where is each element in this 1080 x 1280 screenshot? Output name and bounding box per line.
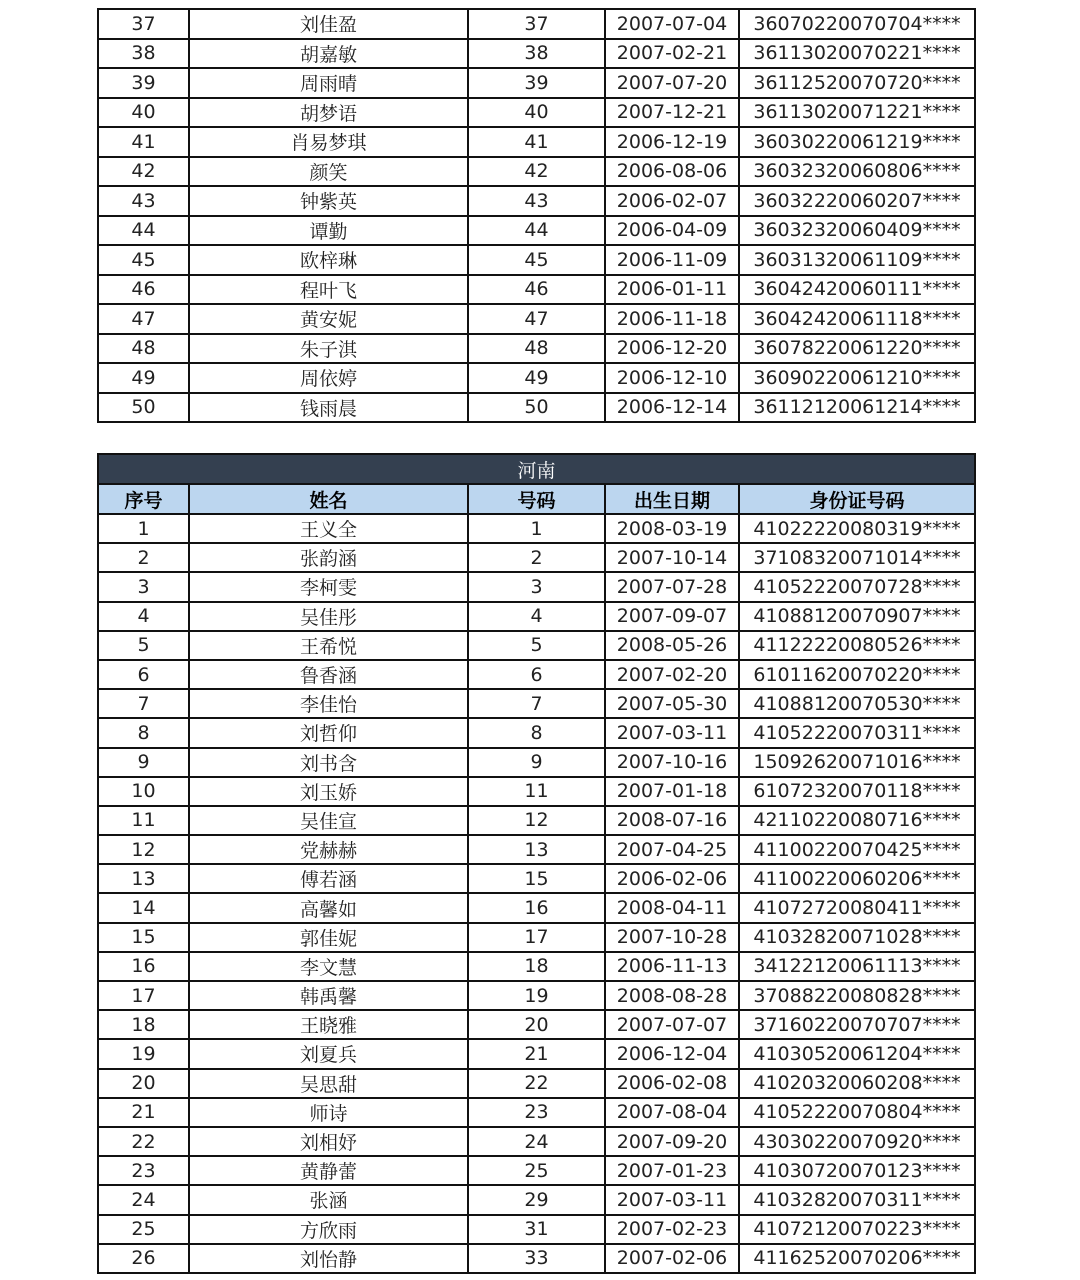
- table-row: [98, 748, 975, 777]
- number-cell: 24: [468, 1127, 605, 1156]
- index-cell: 38: [98, 39, 189, 69]
- birth-date-cell: 2007-07-04: [605, 9, 739, 39]
- name-cell: 吴思甜: [189, 1069, 468, 1098]
- roster-table-continued: [97, 8, 976, 423]
- birth-date-cell: 2006-02-08: [605, 1069, 739, 1098]
- number-cell: 38: [468, 39, 605, 69]
- birth-date-cell: 2007-09-07: [605, 602, 739, 631]
- name-cell: 傅若涵: [189, 864, 468, 893]
- id-number-cell: 42110220080716****: [739, 806, 975, 835]
- birth-date-cell: 2008-03-19: [605, 514, 739, 543]
- name-cell: 吴佳彤: [189, 602, 468, 631]
- number-cell: 37: [468, 9, 605, 39]
- id-number-cell: 41052220070311****: [739, 718, 975, 747]
- table-row: [98, 393, 975, 423]
- id-number-cell: 41088120070907****: [739, 602, 975, 631]
- table-row: [98, 631, 975, 660]
- id-number-cell: 36070220070704****: [739, 9, 975, 39]
- id-number-cell: 41052220070728****: [739, 572, 975, 601]
- header-number: 号码: [468, 484, 605, 514]
- number-cell: 42: [468, 157, 605, 187]
- index-cell: 47: [98, 304, 189, 334]
- table-row: [98, 334, 975, 364]
- number-cell: 48: [468, 334, 605, 364]
- table-row: [98, 923, 975, 952]
- index-cell: 26: [98, 1244, 189, 1273]
- name-cell: 张涵: [189, 1185, 468, 1214]
- birth-date-cell: 2007-10-28: [605, 923, 739, 952]
- table-row: [98, 363, 975, 393]
- henan-table-body: [98, 514, 975, 1273]
- index-cell: 10: [98, 777, 189, 806]
- table-row: [98, 1039, 975, 1068]
- id-number-cell: 36031320061109****: [739, 245, 975, 275]
- id-number-cell: 41020320060208****: [739, 1069, 975, 1098]
- index-cell: 14: [98, 893, 189, 922]
- index-cell: 45: [98, 245, 189, 275]
- number-cell: 13: [468, 835, 605, 864]
- number-cell: 25: [468, 1156, 605, 1185]
- birth-date-cell: 2007-09-20: [605, 1127, 739, 1156]
- id-number-cell: 36113020071221****: [739, 98, 975, 128]
- birth-date-cell: 2008-08-28: [605, 981, 739, 1010]
- id-number-cell: 41052220070804****: [739, 1098, 975, 1127]
- id-number-cell: 41072120070223****: [739, 1215, 975, 1244]
- number-cell: 46: [468, 275, 605, 305]
- number-cell: 2: [468, 543, 605, 572]
- id-number-cell: 36113020070221****: [739, 39, 975, 69]
- name-cell: 胡梦语: [189, 98, 468, 128]
- header-name: 姓名: [189, 484, 468, 514]
- index-cell: 39: [98, 68, 189, 98]
- id-number-cell: 41100220070425****: [739, 835, 975, 864]
- index-cell: 24: [98, 1185, 189, 1214]
- table-row: [98, 1244, 975, 1273]
- number-cell: 16: [468, 893, 605, 922]
- number-cell: 1: [468, 514, 605, 543]
- name-cell: 王希悦: [189, 631, 468, 660]
- name-cell: 吴佳宣: [189, 806, 468, 835]
- index-cell: 40: [98, 98, 189, 128]
- index-cell: 16: [98, 952, 189, 981]
- id-number-cell: 41032820071028****: [739, 923, 975, 952]
- birth-date-cell: 2007-08-04: [605, 1098, 739, 1127]
- number-cell: 9: [468, 748, 605, 777]
- index-cell: 1: [98, 514, 189, 543]
- name-cell: 张韵涵: [189, 543, 468, 572]
- table-row: [98, 39, 975, 69]
- table-row: [98, 275, 975, 305]
- number-cell: 23: [468, 1098, 605, 1127]
- id-number-cell: 41162520070206****: [739, 1244, 975, 1273]
- number-cell: 45: [468, 245, 605, 275]
- birth-date-cell: 2008-05-26: [605, 631, 739, 660]
- birth-date-cell: 2006-08-06: [605, 157, 739, 187]
- name-cell: 韩禹馨: [189, 981, 468, 1010]
- id-number-cell: 36090220061210****: [739, 363, 975, 393]
- header-index: 序号: [98, 484, 189, 514]
- index-cell: 19: [98, 1039, 189, 1068]
- birth-date-cell: 2007-02-21: [605, 39, 739, 69]
- name-cell: 谭勤: [189, 216, 468, 246]
- birth-date-cell: 2006-12-20: [605, 334, 739, 364]
- table-row: [98, 806, 975, 835]
- number-cell: 17: [468, 923, 605, 952]
- number-cell: 43: [468, 186, 605, 216]
- index-cell: 11: [98, 806, 189, 835]
- id-number-cell: 36042420060111****: [739, 275, 975, 305]
- name-cell: 刘相妤: [189, 1127, 468, 1156]
- number-cell: 20: [468, 1010, 605, 1039]
- name-cell: 胡嘉敏: [189, 39, 468, 69]
- name-cell: 周雨晴: [189, 68, 468, 98]
- number-cell: 4: [468, 602, 605, 631]
- index-cell: 50: [98, 393, 189, 423]
- birth-date-cell: 2006-01-11: [605, 275, 739, 305]
- id-number-cell: 43030220070920****: [739, 1127, 975, 1156]
- number-cell: 18: [468, 952, 605, 981]
- name-cell: 黄静蕾: [189, 1156, 468, 1185]
- birth-date-cell: 2007-05-30: [605, 689, 739, 718]
- index-cell: 6: [98, 660, 189, 689]
- table-row: [98, 98, 975, 128]
- name-cell: 高馨如: [189, 893, 468, 922]
- number-cell: 8: [468, 718, 605, 747]
- table-row: [98, 543, 975, 572]
- birth-date-cell: 2006-12-10: [605, 363, 739, 393]
- table-row: [98, 68, 975, 98]
- id-number-cell: 41022220080319****: [739, 514, 975, 543]
- table-row: [98, 1010, 975, 1039]
- number-cell: 47: [468, 304, 605, 334]
- index-cell: 18: [98, 1010, 189, 1039]
- table-row: [98, 1185, 975, 1214]
- name-cell: 钱雨晨: [189, 393, 468, 423]
- table-row: [98, 127, 975, 157]
- birth-date-cell: 2006-02-06: [605, 864, 739, 893]
- id-number-cell: 36032320060806****: [739, 157, 975, 187]
- id-number-cell: 37088220080828****: [739, 981, 975, 1010]
- index-cell: 17: [98, 981, 189, 1010]
- birth-date-cell: 2006-04-09: [605, 216, 739, 246]
- name-cell: 黄安妮: [189, 304, 468, 334]
- name-cell: 颜笑: [189, 157, 468, 187]
- number-cell: 31: [468, 1215, 605, 1244]
- id-number-cell: 36030220061219****: [739, 127, 975, 157]
- name-cell: 刘佳盈: [189, 9, 468, 39]
- table-row: [98, 304, 975, 334]
- table-row: [98, 893, 975, 922]
- index-cell: 21: [98, 1098, 189, 1127]
- number-cell: 3: [468, 572, 605, 601]
- table-row: [98, 1069, 975, 1098]
- id-number-cell: 61011620070220****: [739, 660, 975, 689]
- henan-roster-table: [97, 453, 976, 1274]
- birth-date-cell: 2008-04-11: [605, 893, 739, 922]
- table-row: [98, 572, 975, 601]
- name-cell: 党赫赫: [189, 835, 468, 864]
- id-number-cell: 37108320071014****: [739, 543, 975, 572]
- table-row: [98, 981, 975, 1010]
- index-cell: 12: [98, 835, 189, 864]
- header-id-number: 身份证号码: [739, 484, 975, 514]
- table-row: [98, 514, 975, 543]
- number-cell: 11: [468, 777, 605, 806]
- birth-date-cell: 2007-10-14: [605, 543, 739, 572]
- birth-date-cell: 2006-02-07: [605, 186, 739, 216]
- name-cell: 朱子淇: [189, 334, 468, 364]
- number-cell: 39: [468, 68, 605, 98]
- birth-date-cell: 2007-07-07: [605, 1010, 739, 1039]
- index-cell: 42: [98, 157, 189, 187]
- index-cell: 3: [98, 572, 189, 601]
- name-cell: 刘夏兵: [189, 1039, 468, 1068]
- number-cell: 21: [468, 1039, 605, 1068]
- name-cell: 王晓雅: [189, 1010, 468, 1039]
- number-cell: 22: [468, 1069, 605, 1098]
- id-number-cell: 41122220080526****: [739, 631, 975, 660]
- table-row: [98, 186, 975, 216]
- birth-date-cell: 2007-01-23: [605, 1156, 739, 1185]
- table-row: [98, 835, 975, 864]
- name-cell: 李文慧: [189, 952, 468, 981]
- roster-table-body: [98, 9, 975, 422]
- index-cell: 25: [98, 1215, 189, 1244]
- index-cell: 23: [98, 1156, 189, 1185]
- table-row: [98, 602, 975, 631]
- name-cell: 鲁香涵: [189, 660, 468, 689]
- index-cell: 9: [98, 748, 189, 777]
- birth-date-cell: 2007-03-11: [605, 1185, 739, 1214]
- number-cell: 33: [468, 1244, 605, 1273]
- name-cell: 刘哲仰: [189, 718, 468, 747]
- index-cell: 13: [98, 864, 189, 893]
- number-cell: 19: [468, 981, 605, 1010]
- column-header-row: [98, 484, 975, 514]
- birth-date-cell: 2007-02-20: [605, 660, 739, 689]
- number-cell: 40: [468, 98, 605, 128]
- birth-date-cell: 2006-12-14: [605, 393, 739, 423]
- id-number-cell: 36112120061214****: [739, 393, 975, 423]
- id-number-cell: 36032320060409****: [739, 216, 975, 246]
- name-cell: 刘书含: [189, 748, 468, 777]
- index-cell: 44: [98, 216, 189, 246]
- birth-date-cell: 2007-02-06: [605, 1244, 739, 1273]
- birth-date-cell: 2006-11-09: [605, 245, 739, 275]
- birth-date-cell: 2006-12-19: [605, 127, 739, 157]
- index-cell: 49: [98, 363, 189, 393]
- table-row: [98, 1127, 975, 1156]
- table-row: [98, 1098, 975, 1127]
- birth-date-cell: 2007-02-23: [605, 1215, 739, 1244]
- index-cell: 41: [98, 127, 189, 157]
- table-row: [98, 777, 975, 806]
- index-cell: 46: [98, 275, 189, 305]
- index-cell: 15: [98, 923, 189, 952]
- number-cell: 6: [468, 660, 605, 689]
- index-cell: 5: [98, 631, 189, 660]
- table-row: [98, 864, 975, 893]
- id-number-cell: 41030720070123****: [739, 1156, 975, 1185]
- id-number-cell: 41030520061204****: [739, 1039, 975, 1068]
- table-row: [98, 660, 975, 689]
- header-birth-date: 出生日期: [605, 484, 739, 514]
- index-cell: 22: [98, 1127, 189, 1156]
- name-cell: 李佳怡: [189, 689, 468, 718]
- id-number-cell: 36078220061220****: [739, 334, 975, 364]
- name-cell: 师诗: [189, 1098, 468, 1127]
- name-cell: 郭佳妮: [189, 923, 468, 952]
- index-cell: 4: [98, 602, 189, 631]
- name-cell: 肖易梦琪: [189, 127, 468, 157]
- birth-date-cell: 2006-12-04: [605, 1039, 739, 1068]
- name-cell: 周依婷: [189, 363, 468, 393]
- name-cell: 李柯雯: [189, 572, 468, 601]
- birth-date-cell: 2006-11-13: [605, 952, 739, 981]
- number-cell: 49: [468, 363, 605, 393]
- index-cell: 7: [98, 689, 189, 718]
- id-number-cell: 41100220060206****: [739, 864, 975, 893]
- id-number-cell: 41088120070530****: [739, 689, 975, 718]
- number-cell: 29: [468, 1185, 605, 1214]
- name-cell: 程叶飞: [189, 275, 468, 305]
- table-row: [98, 952, 975, 981]
- birth-date-cell: 2007-10-16: [605, 748, 739, 777]
- id-number-cell: 37160220070707****: [739, 1010, 975, 1039]
- table-row: [98, 216, 975, 246]
- birth-date-cell: 2007-04-25: [605, 835, 739, 864]
- region-title-row: [98, 454, 975, 484]
- index-cell: 20: [98, 1069, 189, 1098]
- table-row: [98, 689, 975, 718]
- name-cell: 欧梓琳: [189, 245, 468, 275]
- number-cell: 12: [468, 806, 605, 835]
- birth-date-cell: 2007-12-21: [605, 98, 739, 128]
- id-number-cell: 41032820070311****: [739, 1185, 975, 1214]
- index-cell: 43: [98, 186, 189, 216]
- index-cell: 8: [98, 718, 189, 747]
- number-cell: 44: [468, 216, 605, 246]
- table-row: [98, 157, 975, 187]
- table-row: [98, 9, 975, 39]
- number-cell: 15: [468, 864, 605, 893]
- table-row: [98, 1215, 975, 1244]
- id-number-cell: 36112520070720****: [739, 68, 975, 98]
- name-cell: 刘怡静: [189, 1244, 468, 1273]
- number-cell: 41: [468, 127, 605, 157]
- id-number-cell: 36042420061118****: [739, 304, 975, 334]
- id-number-cell: 15092620071016****: [739, 748, 975, 777]
- birth-date-cell: 2007-01-18: [605, 777, 739, 806]
- name-cell: 钟紫英: [189, 186, 468, 216]
- id-number-cell: 61072320070118****: [739, 777, 975, 806]
- id-number-cell: 34122120061113****: [739, 952, 975, 981]
- table-row: [98, 1156, 975, 1185]
- birth-date-cell: 2007-07-28: [605, 572, 739, 601]
- name-cell: 方欣雨: [189, 1215, 468, 1244]
- table-row: [98, 718, 975, 747]
- name-cell: 王义全: [189, 514, 468, 543]
- region-title: 河南: [98, 454, 975, 484]
- index-cell: 48: [98, 334, 189, 364]
- birth-date-cell: 2007-03-11: [605, 718, 739, 747]
- birth-date-cell: 2007-07-20: [605, 68, 739, 98]
- table-row: [98, 245, 975, 275]
- birth-date-cell: 2006-11-18: [605, 304, 739, 334]
- number-cell: 50: [468, 393, 605, 423]
- index-cell: 37: [98, 9, 189, 39]
- number-cell: 7: [468, 689, 605, 718]
- id-number-cell: 41072720080411****: [739, 893, 975, 922]
- number-cell: 5: [468, 631, 605, 660]
- name-cell: 刘玉娇: [189, 777, 468, 806]
- birth-date-cell: 2008-07-16: [605, 806, 739, 835]
- id-number-cell: 36032220060207****: [739, 186, 975, 216]
- index-cell: 2: [98, 543, 189, 572]
